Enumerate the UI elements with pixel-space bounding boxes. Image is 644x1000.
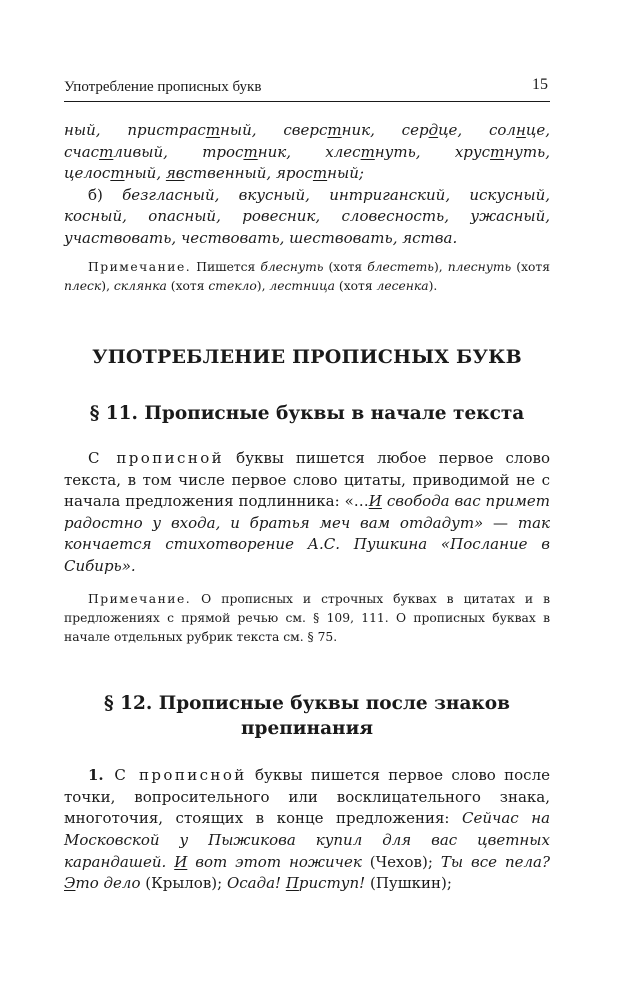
- continued-word-list: ный, пристрастный, сверстник, сердце, солнце, счастливый, тростник, хлестнуть, хрустнуть, целостный, явственный, яростный;: [64, 121, 550, 183]
- page-number: 15: [532, 76, 548, 93]
- paragraph-12-title: § 12. Прописные буквы после знаков препинания: [104, 693, 510, 740]
- paragraph-12-text: 1. С прописной буквы пишется первое слово после точки, вопросительного или восклицательного знака, многоточия, стоящих в конце предложения: Сейчас на Московской у Пыжикова купил для вас цветных карандашей. И вот этот ножичек (Чехов); Ты все пела? Это дело (Крылов); Осада! Приступ! (Пушкин);: [64, 766, 551, 893]
- running-header-title: Употребление прописных букв: [64, 79, 262, 95]
- paragraph-11-text: С прописной буквы пишется любое первое слово текста, в том числе первое слово цитаты, приводимой не с начала предложения подлинника: «…И свобода вас примет радостно у входа, и братья меч вам отдадут» — так кончается стихотворение А.С. Пушкина «Послание в Сибирь».: [64, 448, 550, 575]
- note-2: Примечание. О прописных и строчных буквах в цитатах и в предложениях с прямой речью см. § 109, 111. О прописных буквах в начале отдельных рубрик текста см. § 75.: [64, 591, 550, 644]
- paragraph-11-title: § 11. Прописные буквы в начале текста: [89, 402, 525, 424]
- note-1: Примечание. Пишется блеснуть (хотя блестеть), плеснуть (хотя плеск), склянка (хотя стекло), лестница (хотя лесенка).: [64, 259, 550, 293]
- section-title: УПОТРЕБЛЕНИЕ ПРОПИСНЫХ БУКВ: [92, 345, 522, 368]
- list-item-b: б) безгласный, вкусный, интриганский, искусный, косный, опасный, ровесник, словесность, ужасный, участвовать, чествовать, шествовать, яства.: [64, 185, 550, 247]
- page-body: [64, 120, 550, 895]
- running-header: [64, 77, 550, 102]
